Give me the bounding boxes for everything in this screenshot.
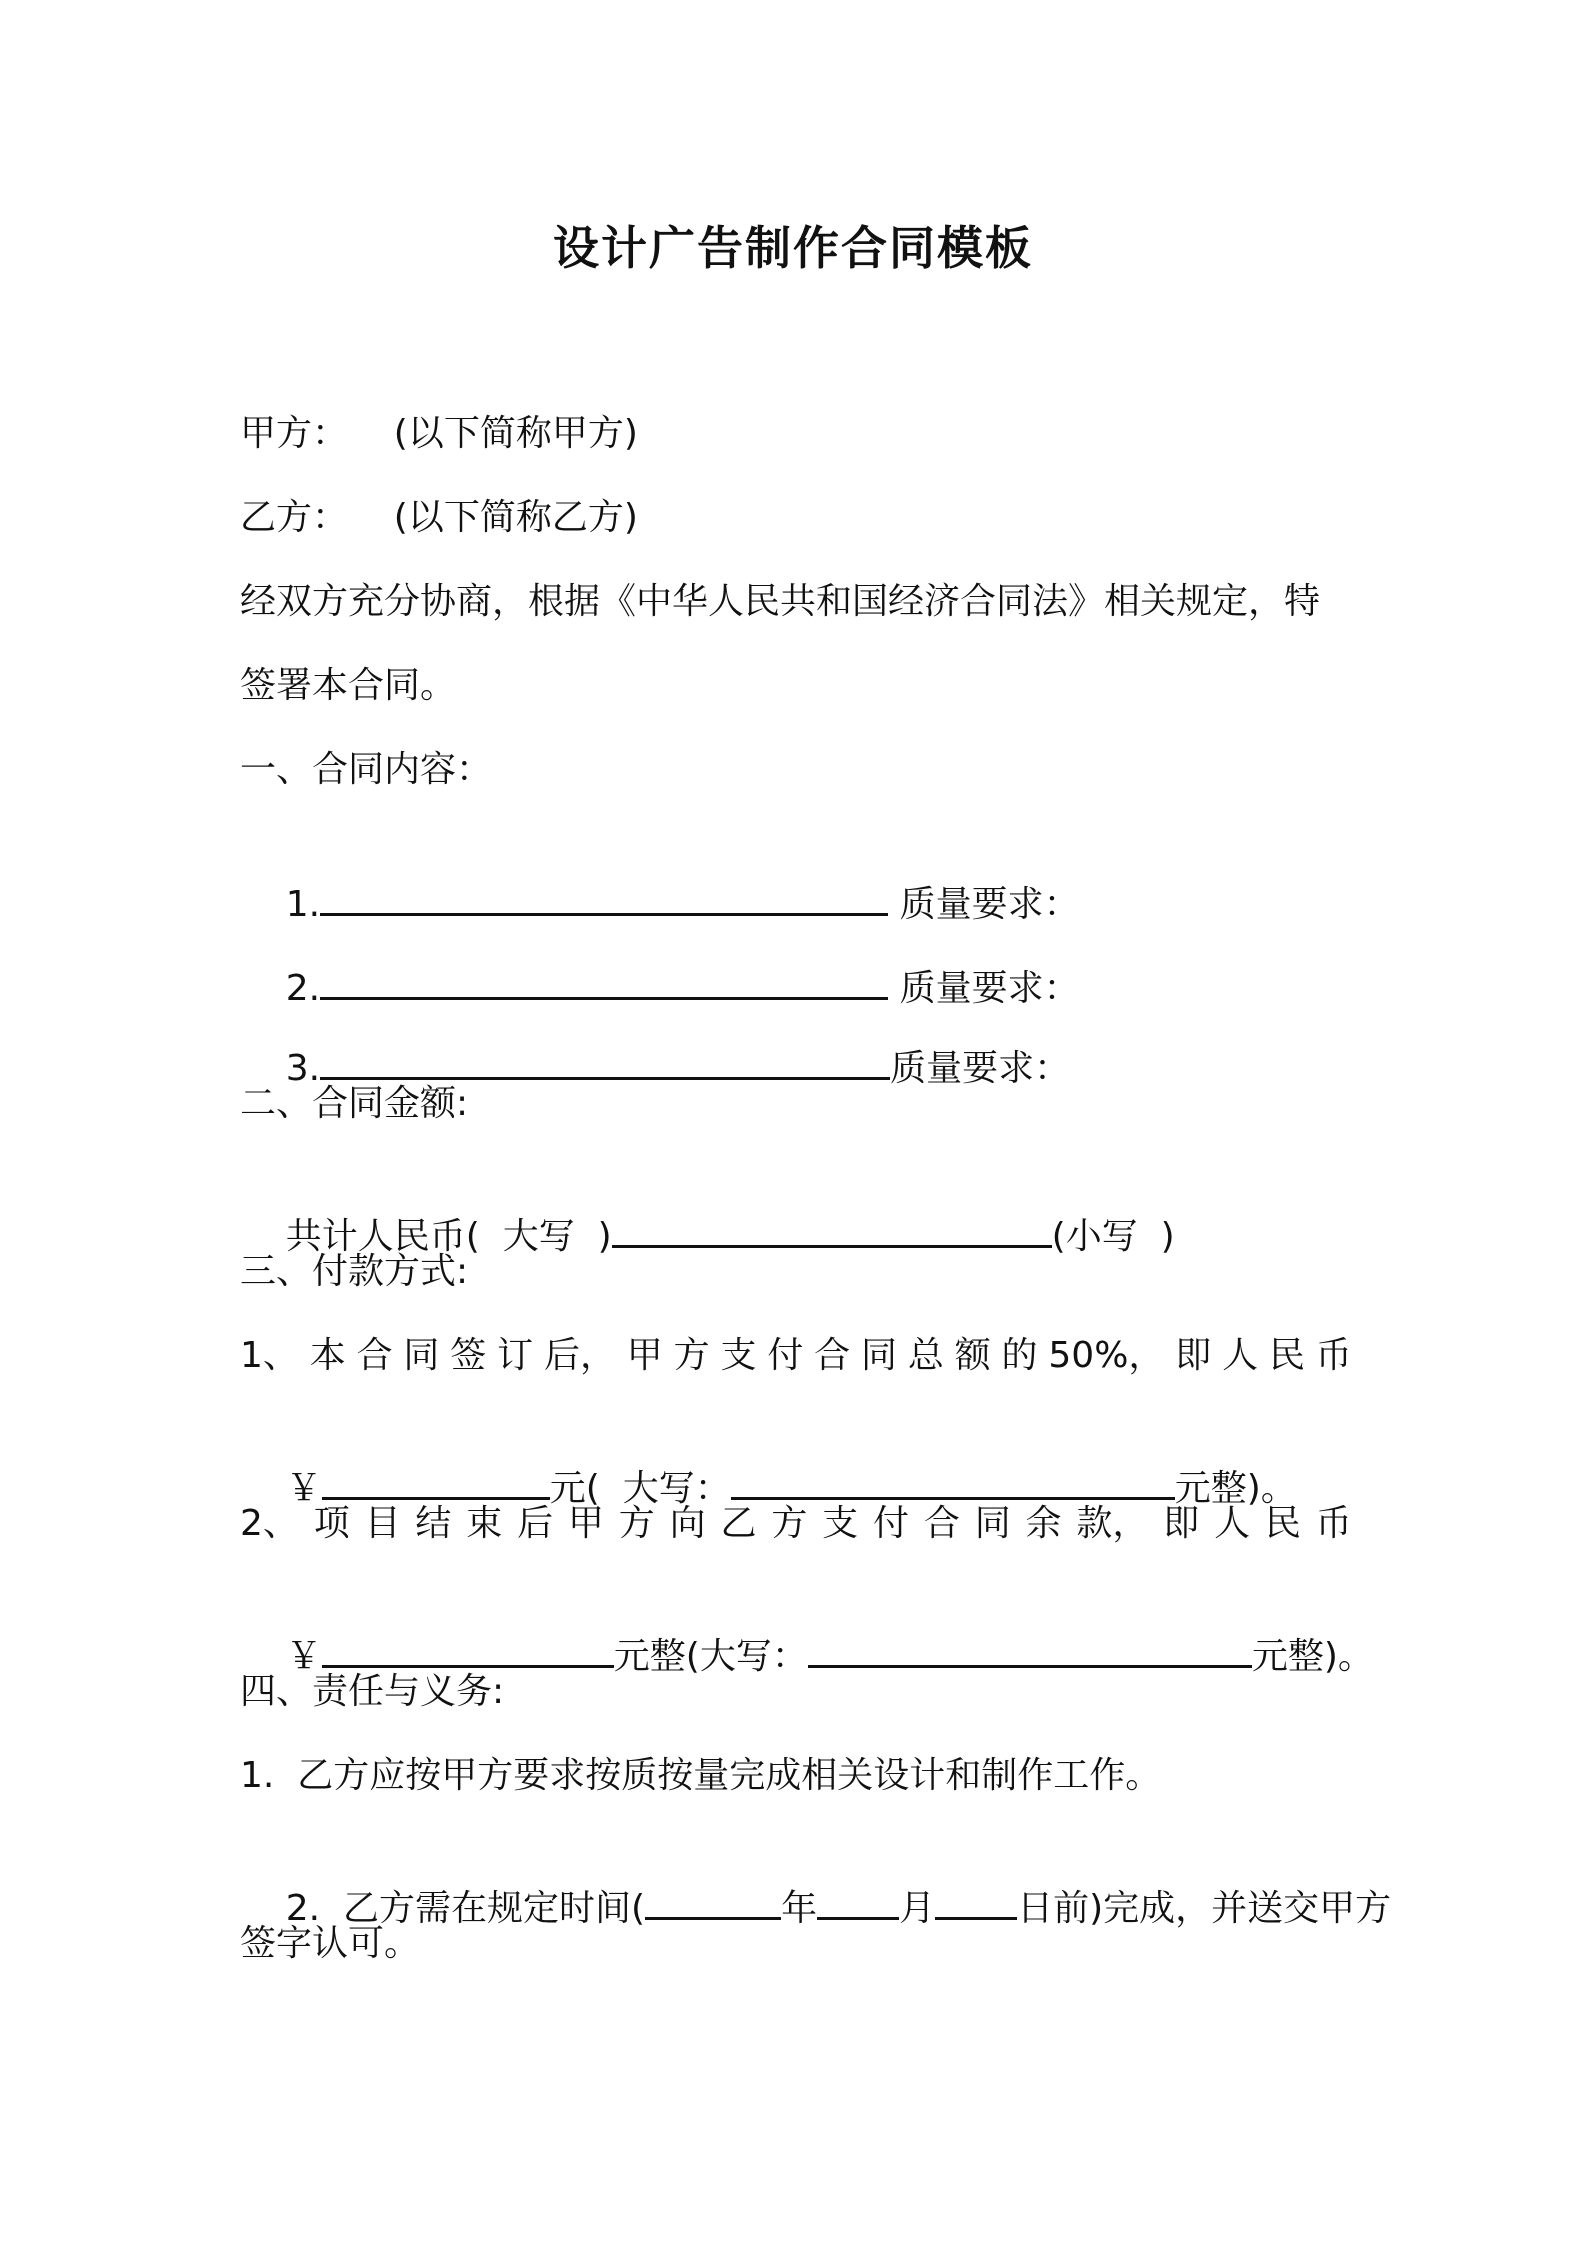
paragraph-word: 币 xyxy=(1315,1503,1352,1544)
paragraph-word: 同 xyxy=(861,1335,898,1376)
paragraph-word: 合 xyxy=(923,1503,960,1544)
payment-1-capital-label: 元( 大写： xyxy=(549,1468,731,1509)
section2-heading: 二、合同金额: xyxy=(240,1083,469,1124)
paragraph-word: 方 xyxy=(673,1335,710,1376)
section1-heading: 一、合同内容： xyxy=(240,749,493,790)
quality-requirement-label: 质量要求： xyxy=(888,968,1080,1009)
duty-item-2-prefix: 2. 乙方需在规定时间( xyxy=(285,1888,646,1929)
paragraph-word: 合 xyxy=(356,1335,393,1376)
paragraph-word: 方 xyxy=(771,1503,808,1544)
paragraph-word: 束 xyxy=(466,1503,503,1544)
paragraph-word: 付 xyxy=(767,1335,804,1376)
paragraph-word: 目 xyxy=(364,1503,401,1544)
intro-paragraph-line2: 签署本合同。 xyxy=(240,665,457,706)
paragraph-word: 后 xyxy=(517,1503,554,1544)
intro-paragraph-line1: 经双方充分协商，根据《中华人民共和国经济合同法》相关规定，特 xyxy=(240,581,1321,622)
paragraph-word: 50%， xyxy=(1048,1335,1165,1376)
month-label: 月 xyxy=(899,1888,936,1929)
content-item-blank xyxy=(320,1044,890,1080)
paragraph-word: 支 xyxy=(822,1503,859,1544)
paragraph-word: 付 xyxy=(873,1503,910,1544)
party-a-line: 甲方： (以下简称甲方) xyxy=(240,413,638,454)
total-suffix: (小写 ) xyxy=(1051,1216,1175,1257)
section4-heading: 四、责任与义务: xyxy=(240,1671,505,1712)
document-title: 设计广告制作合同模板 xyxy=(553,221,1033,275)
yuan-symbol: ￥ xyxy=(285,1636,322,1677)
party-b-line: 乙方： (以下简称乙方) xyxy=(240,497,638,538)
payment-1-end: 元整)。 xyxy=(1174,1468,1297,1509)
total-amount-blank xyxy=(612,1212,1052,1248)
payment-1-amount-blank xyxy=(322,1464,550,1500)
paragraph-word: 款， xyxy=(1076,1503,1149,1544)
paragraph-word: 项 xyxy=(313,1503,350,1544)
payment-2-line1 xyxy=(240,1500,1352,1548)
paragraph-word: 即 xyxy=(1163,1503,1200,1544)
paragraph-word: 后， xyxy=(543,1335,616,1376)
paragraph-word: 合 xyxy=(814,1335,851,1376)
paragraph-word: 人 xyxy=(1222,1335,1259,1376)
content-item-blank xyxy=(320,964,888,1000)
year-label: 年 xyxy=(781,1888,818,1929)
payment-2-amount-blank xyxy=(322,1632,614,1668)
paragraph-word: 额 xyxy=(954,1335,991,1376)
paragraph-word: 本 xyxy=(309,1335,346,1376)
duty-item-1: 1. 乙方应按甲方要求按质按量完成相关设计和制作工作。 xyxy=(240,1755,1162,1796)
content-item-number: 2. xyxy=(285,968,321,1009)
payment-2-capital-label: 元整(大写： xyxy=(613,1636,808,1677)
paragraph-word: 币 xyxy=(1315,1335,1352,1376)
paragraph-word: 余 xyxy=(1025,1503,1062,1544)
year-blank xyxy=(645,1884,781,1920)
payment-1-capital-blank xyxy=(731,1464,1175,1500)
paragraph-word: 向 xyxy=(669,1503,706,1544)
section3-heading: 三、付款方式: xyxy=(240,1251,469,1292)
paragraph-word: 乙 xyxy=(720,1503,757,1544)
paragraph-word: 总 xyxy=(907,1335,944,1376)
paragraph-word: 支 xyxy=(720,1335,757,1376)
duty-item-2-line2: 签字认可。 xyxy=(240,1923,421,1964)
paragraph-word: 方 xyxy=(618,1503,655,1544)
paragraph-word: 甲 xyxy=(567,1503,604,1544)
content-item-number: 1. xyxy=(285,884,321,925)
quality-requirement-label: 质量要求： xyxy=(890,1048,1071,1089)
day-blank xyxy=(935,1884,1017,1920)
paragraph-word: 结 xyxy=(415,1503,452,1544)
paragraph-word: 民 xyxy=(1264,1503,1301,1544)
paragraph-word: 同 xyxy=(974,1503,1011,1544)
paragraph-word: 2、 xyxy=(240,1503,299,1544)
content-item-number: 3. xyxy=(285,1048,321,1089)
paragraph-word: 订 xyxy=(497,1335,534,1376)
payment-2-capital-blank xyxy=(808,1632,1252,1668)
paragraph-word: 同 xyxy=(403,1335,440,1376)
paragraph-word: 即 xyxy=(1175,1335,1212,1376)
duty-item-2-suffix: 日前)完成，并送交甲方 xyxy=(1017,1888,1392,1929)
payment-2-end: 元整)。 xyxy=(1251,1636,1374,1677)
paragraph-word: 民 xyxy=(1268,1335,1305,1376)
paragraph-word: 1、 xyxy=(240,1335,299,1376)
month-blank xyxy=(817,1884,899,1920)
paragraph-word: 人 xyxy=(1214,1503,1251,1544)
paragraph-word: 甲 xyxy=(626,1335,663,1376)
yuan-symbol: ￥ xyxy=(285,1468,322,1509)
paragraph-word: 签 xyxy=(450,1335,487,1376)
paragraph-word: 的 xyxy=(1001,1335,1038,1376)
payment-1-line1 xyxy=(240,1332,1352,1380)
quality-requirement-label: 质量要求： xyxy=(888,884,1080,925)
total-prefix: 共计人民币( 大写 ) xyxy=(285,1216,612,1257)
content-item-blank xyxy=(320,880,888,916)
